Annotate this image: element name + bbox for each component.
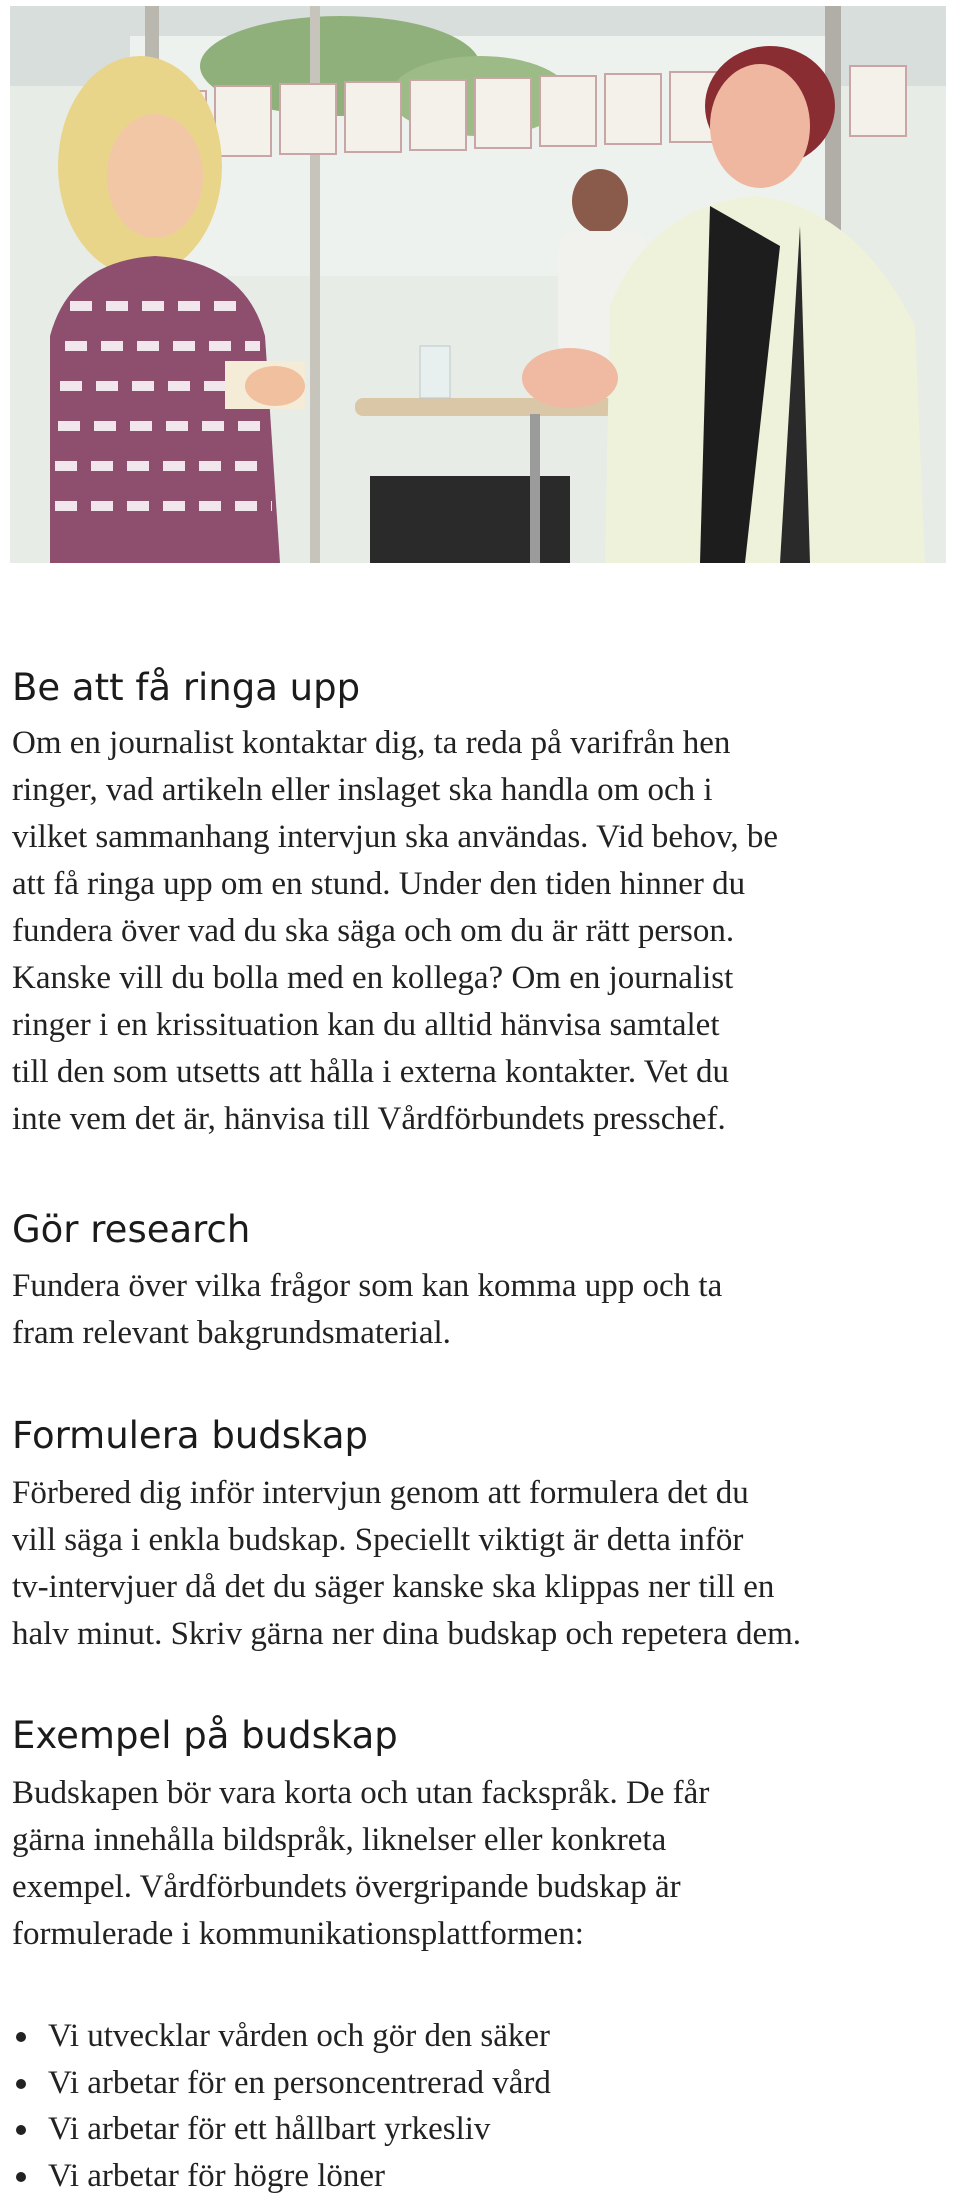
section-text-formulera-budskap: Förbered dig inför intervjun genom att formulera det du vill säga i enkla budskap. Speciellt viktigt är detta inför tv-intervjuer då det du säger kanske ska klippas ner till en halv minut. Skriv gärna ner dina budskap och repetera dem. xyxy=(12,1475,802,1652)
section-heading-research: Gör research xyxy=(12,1208,251,1251)
section-text-ringa-upp: Om en journalist kontaktar dig, ta reda på varifrån hen ringer, vad artikeln eller inslaget ska handla om och i vilket sammanhang intervjun ska användas. Vid behov, be att få ringa upp om en stund. Under den tiden hinner du fundera över vad du ska säga och om du är rätt person. Kanske vill du bolla med en kollega? Om en journalist ringer i en krissituation kan du alltid hänvisa samtalet till den som utsetts att hålla i externa kontakter. Vet du inte vem det är, hänvisa till Vårdförbundets presschef. xyxy=(12,725,779,1137)
list-item: Vi arbetar för en personcentrerad vård xyxy=(12,2060,952,2107)
section-heading-exempel-budskap: Exempel på budskap xyxy=(12,1714,398,1757)
section-text-exempel-budskap: Budskapen bör vara korta och utan fackspråk. De får gärna innehålla bildspråk, liknelser eller konkreta exempel. Vårdförbundets övergripande budskap är formulerade i kommunikationsplattformen: xyxy=(12,1775,710,1952)
list-item: Vi utvecklar vården och gör den säker xyxy=(12,2013,952,2060)
budskap-list xyxy=(12,2013,952,2199)
section-heading-ringa-upp: Be att få ringa upp xyxy=(12,666,361,709)
interview-photo xyxy=(10,6,946,563)
list-item: Vi arbetar för högre löner xyxy=(12,2153,952,2200)
list-item: Vi arbetar för ett hållbart yrkesliv xyxy=(12,2106,952,2153)
section-heading-formulera-budskap: Formulera budskap xyxy=(12,1414,368,1457)
section-text-research: Fundera över vilka frågor som kan komma upp och ta fram relevant bakgrundsmaterial. xyxy=(12,1268,723,1351)
